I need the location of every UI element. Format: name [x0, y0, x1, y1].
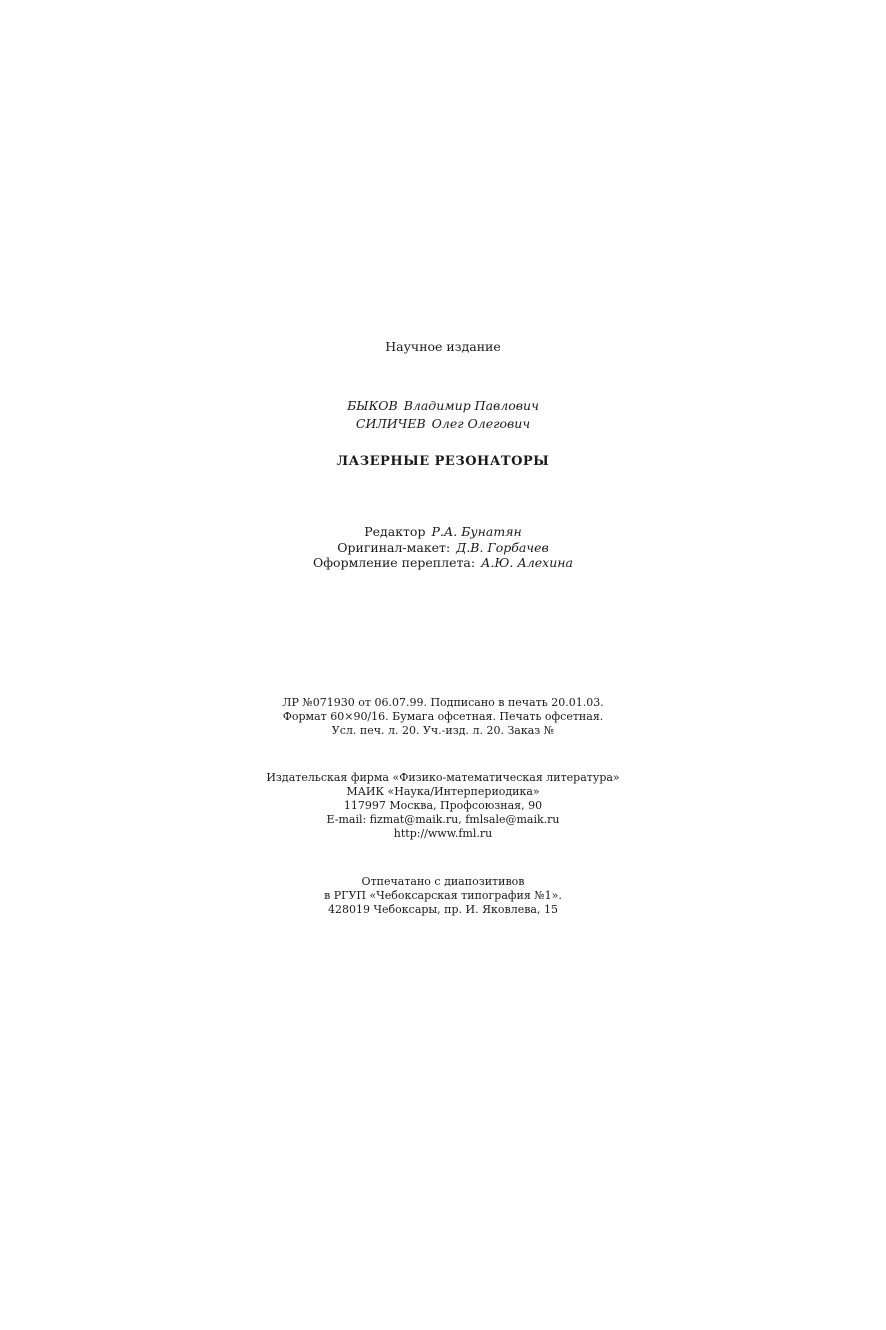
publisher-email: E-mail: fizmat@maik.ru, fmlsale@maik.ru	[326, 813, 560, 826]
print-info-line: Усл. печ. л. 20. Уч.-изд. л. 20. Заказ №	[331, 724, 555, 737]
credit-role: Оформление переплета:	[313, 555, 476, 570]
author-surname: БЫКОВ	[347, 398, 398, 413]
credit-person: А.Ю. Алехина	[481, 555, 573, 570]
printer-line: Отпечатано с диапозитивов	[361, 875, 525, 888]
author-name: Владимир Павлович	[403, 398, 539, 413]
printer-line: в РГУП «Чебоксарская типография №1».	[324, 889, 562, 902]
author-name: Олег Олегович	[431, 416, 531, 431]
print-info-line: ЛР №071930 от 06.07.99. Подписано в печать 20.01.03.	[282, 696, 604, 709]
author-surname: СИЛИЧЕВ	[355, 416, 426, 431]
print-info-line: Формат 60×90/16. Бумага офсетная. Печать офсетная.	[282, 710, 604, 723]
credit-line-cover	[0, 557, 886, 570]
credit-person: Р.А. Бунатян	[431, 524, 522, 539]
credit-role: Оригинал-макет:	[337, 540, 451, 555]
publisher-website: http://www.fml.ru	[393, 827, 493, 840]
credit-line-editor	[0, 526, 886, 539]
publisher-line: Издательская фирма «Физико-математическая литература»	[266, 771, 620, 784]
credit-line-layout	[0, 542, 886, 555]
publisher-address: 117997 Москва, Профсоюзная, 90	[343, 799, 543, 812]
author-line-1	[0, 400, 886, 413]
credit-person: Д.В. Горбачев	[456, 540, 549, 555]
credit-role: Редактор	[364, 524, 426, 539]
author-line-2	[0, 418, 886, 431]
printer-address: 428019 Чебоксары, пр. И. Яковлева, 15	[328, 903, 558, 916]
book-title: ЛАЗЕРНЫЕ РЕЗОНАТОРЫ	[336, 454, 550, 469]
publisher-line: МАИК «Наука/Интерпериодика»	[346, 785, 540, 798]
edition-type: Научное издание	[385, 339, 501, 354]
